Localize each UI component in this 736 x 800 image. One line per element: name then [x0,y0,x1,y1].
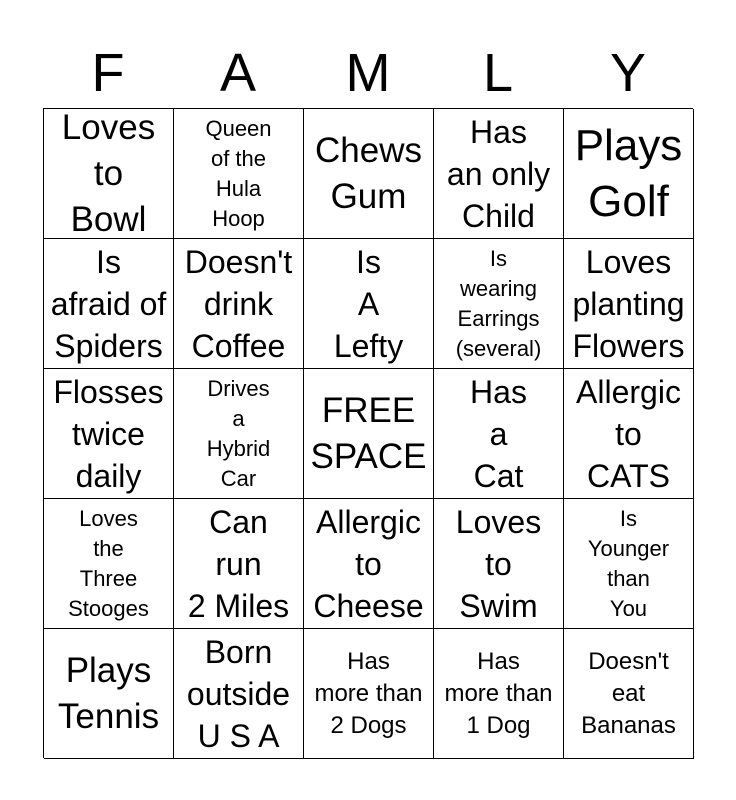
bingo-cell-r3c4[interactable] [434,369,564,499]
bingo-cell-r5c3[interactable] [304,629,434,759]
bingo-cell-r3c2[interactable] [174,369,304,499]
bingo-cell-r3c1[interactable] [44,369,174,499]
cell-label: Chews Gum [315,130,422,216]
bingo-cell-r5c5[interactable] [564,629,694,759]
bingo-cell-r1c2[interactable] [174,109,304,239]
cell-label: Is wearing Earrings (several) [455,245,542,361]
bingo-cell-r1c5[interactable] [564,109,694,239]
cell-label: Drives a Hybrid Car [206,375,271,491]
cell-label: Is Younger than You [587,505,670,621]
cell-label: Loves planting Flowers [572,243,685,364]
cell-label: Loves to Swim [455,503,542,624]
cell-label: Loves to Bowl [61,109,156,239]
cell-label: Doesn't eat Bananas [581,647,676,739]
cell-label: Has more than 2 Dogs [314,647,423,739]
cell-label: Has a Cat [470,373,527,494]
bingo-cell-r5c4[interactable] [434,629,564,759]
cell-label: FREE SPACE [310,390,427,476]
bingo-cell-r2c3[interactable] [304,239,434,369]
bingo-cell-r1c3[interactable] [304,109,434,239]
bingo-cell-r2c4[interactable] [434,239,564,369]
bingo-cell-r2c5[interactable] [564,239,694,369]
cell-label: Can run 2 Miles [187,503,290,624]
cell-label: Queen of the Hula Hoop [205,115,272,231]
header-letter-f: F [91,43,125,103]
bingo-cell-r4c1[interactable] [44,499,174,629]
cell-label: Is A Lefty [333,243,404,364]
bingo-board [43,108,693,758]
bingo-cell-r4c5[interactable] [564,499,694,629]
bingo-cell-r5c1[interactable] [44,629,174,759]
bingo-cell-r4c3[interactable] [304,499,434,629]
cell-label: Allergic to CATS [576,373,681,494]
bingo-cell-r4c2[interactable] [174,499,304,629]
bingo-cell-r5c2[interactable] [174,629,304,759]
cell-label: Flosses twice daily [53,373,164,494]
bingo-cell-r4c4[interactable] [434,499,564,629]
header-letter-y: Y [609,43,647,103]
cell-label: Has more than 1 Dog [444,647,553,739]
cell-label: Doesn't drink Coffee [184,243,293,364]
cell-label: Is afraid of Spiders [50,243,167,364]
bingo-header [43,38,693,108]
header-letter-a: A [219,43,257,103]
header-letter-l: L [482,43,514,103]
bingo-cell-r1c1[interactable] [44,109,174,239]
cell-label: Allergic to Cheese [313,503,424,624]
bingo-cell-r2c2[interactable] [174,239,304,369]
cell-label: Loves the Three Stooges [68,505,149,621]
bingo-cell-r2c1[interactable] [44,239,174,369]
cell-label: Plays Golf [574,120,683,226]
bingo-cell-r3c5[interactable] [564,369,694,499]
bingo-cell-r1c4[interactable] [434,109,564,239]
cell-label: Has an only Child [446,113,551,234]
header-letter-m: M [345,43,391,103]
cell-label: Plays Tennis [57,650,160,736]
bingo-cell-free-space[interactable] [304,369,434,499]
cell-label: Born outside U S A [186,633,291,754]
